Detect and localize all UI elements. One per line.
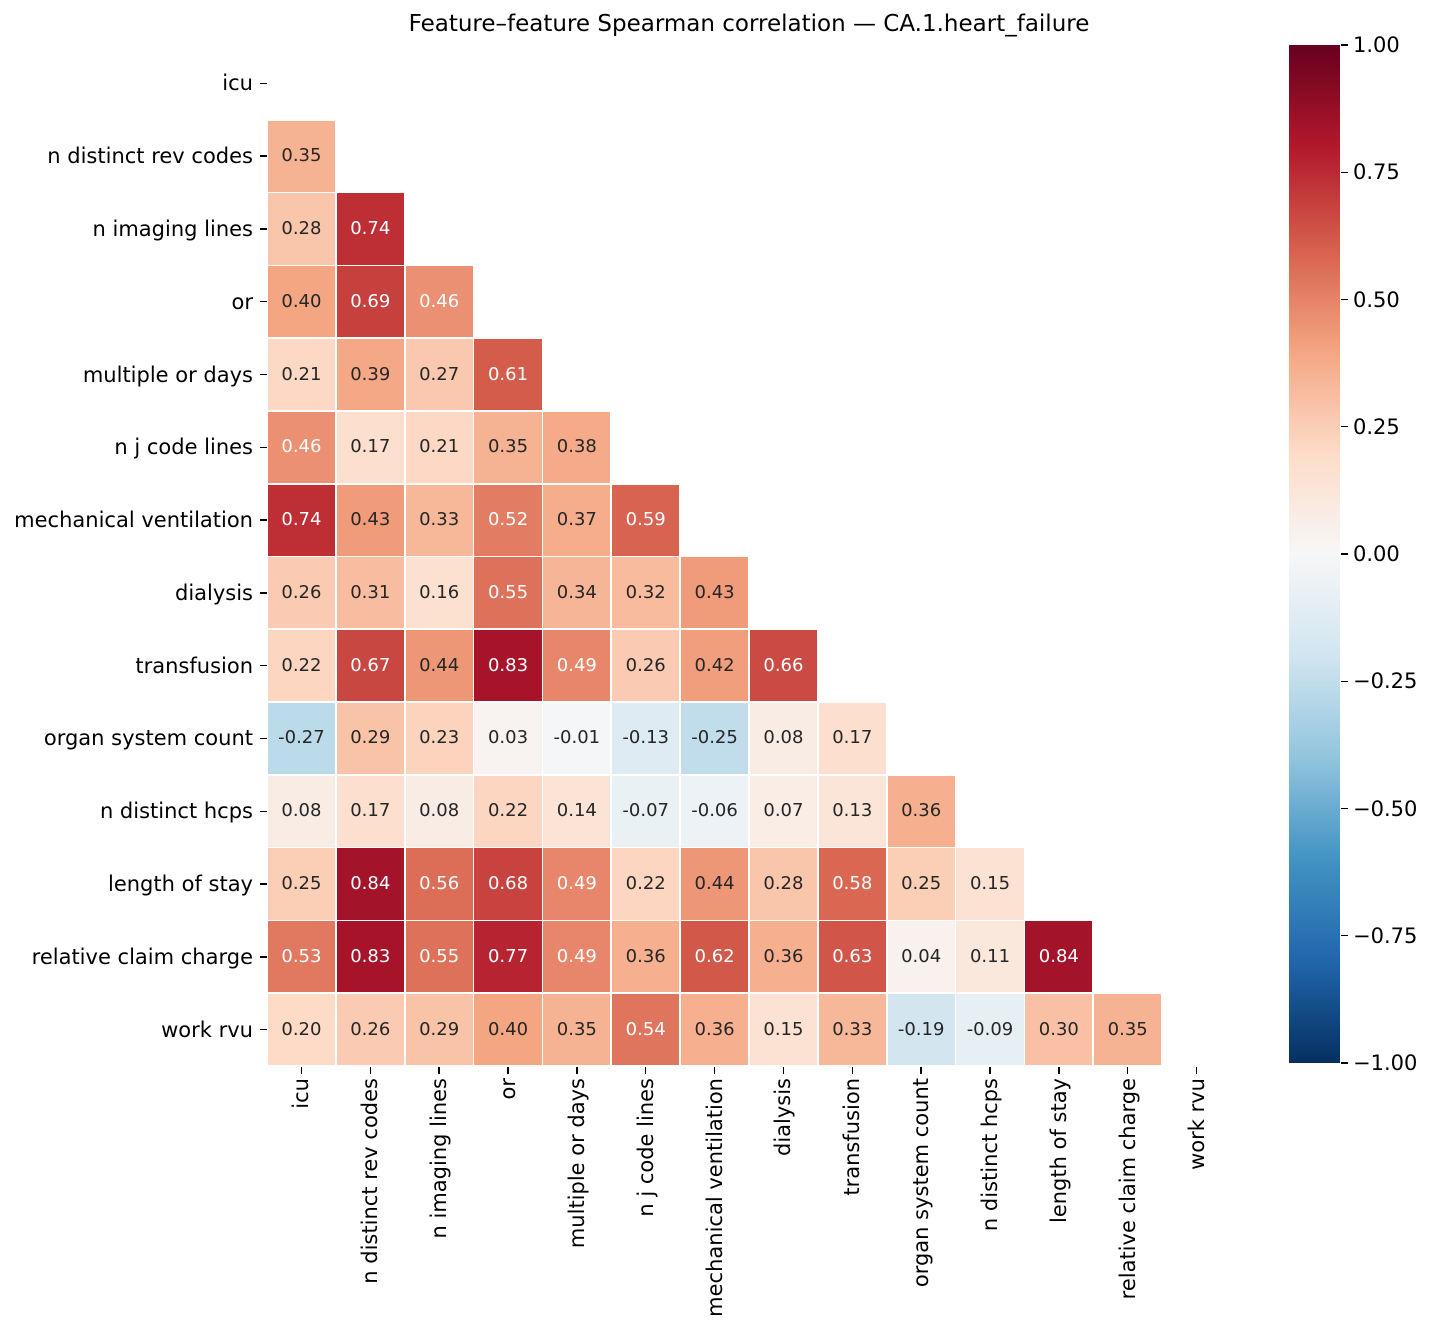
x-axis-tick	[1196, 1067, 1197, 1074]
heatmap-cell: 0.35	[543, 994, 610, 1065]
x-axis-label: n distinct rev codes	[358, 1078, 383, 1284]
heatmap-cell: 0.28	[750, 848, 817, 919]
heatmap-cell: 0.66	[750, 630, 817, 701]
colorbar-tick-label: 0.00	[1353, 542, 1400, 566]
x-axis-tick	[1058, 1067, 1059, 1074]
heatmap-cell: 0.29	[406, 994, 473, 1065]
y-axis-label: multiple or days	[82, 362, 253, 387]
colorbar-tick-label: −1.00	[1353, 1051, 1418, 1075]
heatmap-cell: -0.06	[681, 776, 748, 847]
y-axis-label: length of stay	[107, 872, 253, 897]
heatmap-cell: 0.43	[681, 557, 748, 628]
heatmap-cell: 0.42	[681, 630, 748, 701]
colorbar-tick	[1341, 44, 1348, 45]
heatmap-cell: 0.59	[612, 485, 679, 556]
heatmap-cell: 0.74	[268, 485, 335, 556]
y-axis-label: n distinct rev codes	[47, 144, 253, 169]
y-axis-label: transfusion	[135, 653, 253, 678]
x-axis-tick	[438, 1067, 439, 1074]
heatmap-cell: 0.36	[888, 776, 955, 847]
x-axis-label: n j code lines	[633, 1078, 658, 1217]
y-axis-label: work rvu	[161, 1017, 253, 1042]
heatmap-cell: 0.40	[474, 994, 541, 1065]
heatmap-cell: -0.13	[612, 703, 679, 774]
heatmap-cell: 0.46	[406, 266, 473, 337]
x-axis-label: dialysis	[771, 1078, 796, 1157]
heatmap-cell: 0.23	[406, 703, 473, 774]
heatmap-cell: 0.63	[819, 921, 886, 992]
heatmap-cell: 0.08	[268, 776, 335, 847]
heatmap-cell: 0.35	[1094, 994, 1161, 1065]
x-axis-tick	[989, 1067, 990, 1074]
heatmap-cell: 0.36	[681, 994, 748, 1065]
heatmap-cell: 0.32	[612, 557, 679, 628]
heatmap-cell: 0.26	[337, 994, 404, 1065]
x-axis-label: or	[496, 1078, 520, 1100]
heatmap-cell: -0.09	[956, 994, 1023, 1065]
x-axis-tick	[920, 1067, 921, 1074]
colorbar-tick	[1341, 553, 1348, 554]
heatmap-cell: 0.07	[750, 776, 817, 847]
heatmap-cell: 0.61	[474, 339, 541, 410]
y-axis-tick	[260, 301, 267, 302]
colorbar-tick	[1341, 1062, 1348, 1063]
x-axis-label: icu	[289, 1078, 314, 1109]
y-axis-label: dialysis	[174, 580, 253, 605]
heatmap-cell: 0.22	[268, 630, 335, 701]
colorbar-tick	[1341, 299, 1348, 300]
x-axis-tick	[370, 1067, 371, 1074]
y-axis-label: n distinct hcps	[99, 799, 253, 824]
y-axis-tick	[260, 519, 267, 520]
heatmap-cell: 0.49	[543, 921, 610, 992]
x-axis-label: mechanical ventilation	[702, 1078, 727, 1317]
heatmap-cell: -0.01	[543, 703, 610, 774]
x-axis-label: n distinct hcps	[978, 1078, 1002, 1232]
heatmap-cell: 0.69	[337, 266, 404, 337]
heatmap-cell: 0.77	[474, 921, 541, 992]
heatmap-cell: 0.35	[474, 412, 541, 483]
colorbar-tick-label: −0.25	[1353, 669, 1418, 694]
y-axis-tick	[260, 592, 267, 593]
heatmap-cell: 0.28	[268, 193, 335, 264]
heatmap-cell: 0.26	[612, 630, 679, 701]
heatmap-cell: 0.29	[337, 703, 404, 774]
heatmap-cell: -0.25	[681, 703, 748, 774]
heatmap-cell: 0.68	[474, 848, 541, 919]
heatmap-cell: 0.36	[612, 921, 679, 992]
y-axis-tick	[260, 811, 267, 812]
y-axis-tick	[260, 665, 267, 666]
heatmap-cell: 0.83	[474, 630, 541, 701]
y-axis-tick	[260, 883, 267, 884]
colorbar-tick-label: −0.75	[1353, 923, 1418, 948]
heatmap-cell: 0.33	[819, 994, 886, 1065]
heatmap-cell: 0.34	[543, 557, 610, 628]
x-axis-label: work rvu	[1184, 1078, 1209, 1170]
x-axis-tick	[783, 1067, 784, 1074]
x-axis-label: relative claim charge	[1115, 1078, 1140, 1300]
x-axis-tick	[576, 1067, 577, 1074]
heatmap-cell: 0.74	[337, 193, 404, 264]
colorbar	[1289, 45, 1340, 1063]
heatmap-cell: 0.30	[1025, 994, 1092, 1065]
colorbar-tick	[1341, 681, 1348, 682]
colorbar-tick	[1341, 935, 1348, 936]
heatmap-cell: 0.53	[268, 921, 335, 992]
y-axis-tick	[260, 374, 267, 375]
heatmap-cell: 0.39	[337, 339, 404, 410]
heatmap-cell: 0.25	[268, 848, 335, 919]
heatmap-cell: 0.67	[337, 630, 404, 701]
colorbar-tick-label: 0.25	[1353, 414, 1400, 439]
y-axis-tick	[260, 83, 267, 84]
heatmap-cell: 0.26	[268, 557, 335, 628]
heatmap-cell: 0.21	[406, 412, 473, 483]
colorbar-tick	[1341, 172, 1348, 173]
heatmap-cell: 0.52	[474, 485, 541, 556]
heatmap-cell: -0.27	[268, 703, 335, 774]
x-axis-tick	[852, 1067, 853, 1074]
heatmap-cell: 0.08	[406, 776, 473, 847]
colorbar-tick-label: −0.50	[1353, 796, 1418, 821]
y-axis-tick	[260, 738, 267, 739]
x-axis-label: transfusion	[840, 1078, 865, 1196]
heatmap-cell: 0.31	[337, 557, 404, 628]
heatmap-cell: 0.36	[750, 921, 817, 992]
x-axis-tick	[301, 1067, 302, 1074]
colorbar-tick	[1341, 426, 1348, 427]
heatmap-cell: 0.13	[819, 776, 886, 847]
y-axis-tick	[260, 447, 267, 448]
heatmap-cell: 0.49	[543, 630, 610, 701]
chart-title: Feature–feature Spearman correlation — CA.1.heart_failure	[408, 11, 1090, 37]
y-axis-tick	[260, 155, 267, 156]
heatmap-cell: 0.16	[406, 557, 473, 628]
colorbar-tick-label: 0.75	[1353, 160, 1400, 185]
heatmap-cell: 0.84	[1025, 921, 1092, 992]
heatmap-cell: 0.25	[888, 848, 955, 919]
heatmap-cell: 0.44	[406, 630, 473, 701]
heatmap-cell: -0.07	[612, 776, 679, 847]
x-axis-tick	[645, 1067, 646, 1074]
heatmap-cell: 0.58	[819, 848, 886, 919]
heatmap-cell: 0.21	[268, 339, 335, 410]
y-axis-label: icu	[222, 71, 253, 96]
x-axis-tick	[507, 1067, 508, 1074]
heatmap-cell: 0.04	[888, 921, 955, 992]
heatmap-cell: 0.62	[681, 921, 748, 992]
heatmap-cell: 0.55	[474, 557, 541, 628]
heatmap-cell: 0.08	[750, 703, 817, 774]
y-axis-label: relative claim charge	[31, 944, 253, 969]
heatmap-cell: 0.49	[543, 848, 610, 919]
heatmap-cell: 0.54	[612, 994, 679, 1065]
heatmap-cell: 0.17	[337, 776, 404, 847]
heatmap-cell: 0.84	[337, 848, 404, 919]
heatmap-cell: 0.15	[750, 994, 817, 1065]
y-axis-label: n j code lines	[114, 435, 253, 460]
heatmap-cell: 0.14	[543, 776, 610, 847]
y-axis-tick	[260, 1029, 267, 1030]
y-axis-tick	[260, 956, 267, 957]
heatmap-cell: 0.35	[268, 121, 335, 192]
heatmap-cell: 0.46	[268, 412, 335, 483]
x-axis-label: organ system count	[909, 1078, 934, 1288]
heatmap-cell: 0.43	[337, 485, 404, 556]
colorbar-tick-label: 1.00	[1353, 33, 1400, 57]
colorbar-tick	[1341, 808, 1348, 809]
heatmap-cell: 0.17	[819, 703, 886, 774]
heatmap-cell: 0.20	[268, 994, 335, 1065]
heatmap-cell: 0.15	[956, 848, 1023, 919]
heatmap-cell: 0.33	[406, 485, 473, 556]
y-axis-tick	[260, 228, 267, 229]
heatmap-cell: 0.03	[474, 703, 541, 774]
y-axis-label: n imaging lines	[92, 216, 253, 241]
heatmap-cell: 0.22	[612, 848, 679, 919]
heatmap-cell: 0.40	[268, 266, 335, 337]
colorbar-tick-label: 0.50	[1353, 287, 1400, 312]
x-axis-label: n imaging lines	[427, 1078, 452, 1239]
x-axis-label: length of stay	[1046, 1078, 1071, 1224]
heatmap-cell: 0.11	[956, 921, 1023, 992]
heatmap-cell: -0.19	[888, 994, 955, 1065]
heatmap-cell: 0.38	[543, 412, 610, 483]
x-axis-tick	[1127, 1067, 1128, 1074]
heatmap-cell: 0.22	[474, 776, 541, 847]
heatmap-cell: 0.83	[337, 921, 404, 992]
x-axis-tick	[714, 1067, 715, 1074]
y-axis-label: or	[231, 289, 253, 314]
heatmap-cell: 0.17	[337, 412, 404, 483]
heatmap-cell: 0.27	[406, 339, 473, 410]
heatmap-cell: 0.37	[543, 485, 610, 556]
heatmap-cell: 0.55	[406, 921, 473, 992]
y-axis-label: mechanical ventilation	[14, 508, 253, 533]
heatmap-cell: 0.44	[681, 848, 748, 919]
x-axis-label: multiple or days	[564, 1078, 589, 1249]
heatmap-cell: 0.56	[406, 848, 473, 919]
y-axis-label: organ system count	[43, 726, 253, 751]
